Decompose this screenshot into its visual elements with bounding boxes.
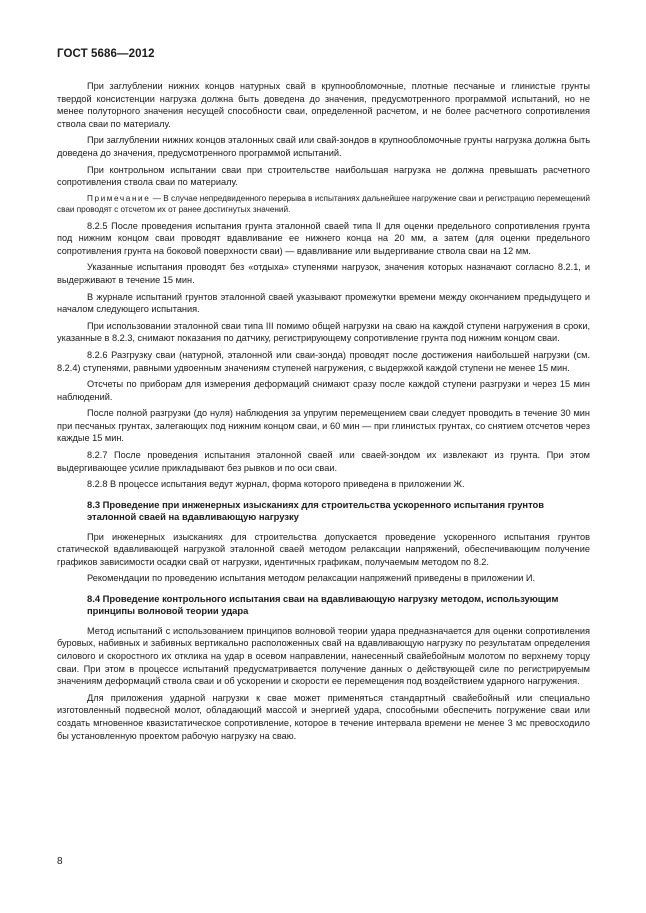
body-paragraph: При заглублении нижних концов эталонных свай или свай-зондов в крупнообломочные грунты нагрузка должна быть доведена до значения, предусмотренного программой испытаний. bbox=[57, 135, 590, 158]
body-paragraph: После полной разгрузки (до нуля) наблюдения за упругим перемещением сваи следует проводить в течение 30 мин при песчаных грунтах, залегающих под нижним концом сваи, и 60 мин — при глинистых грунтах, со снятием отсчетов через каждые 15 мин. bbox=[57, 408, 590, 444]
body-paragraph: Для приложения ударной нагрузки к свае может применяться стандартный свайебойный или специально изготовленный подвесной молот, обладающий массой и энергией удара, способными обеспечить погружение сваи или создать мгновенное квазистатическое сопротивление, которое в течение интервала времени не менее 3 мс превосходило бы установленную проектом рабочую нагрузку на сваю. bbox=[57, 692, 590, 741]
body-paragraph: Метод испытаний с использованием принципов волновой теории удара предназначается для оценки сопротивления буровых, набивных и забивных вертикально расположенных свай на вдавливающую нагрузку по результатам определения силового и скоростного их отклика на удар в осевом направлении, нанесенный свайебойным молотом по верхнему торцу сваи. При этом в процессе испытаний предусматривается получение данных о действующей силе по регистрируемым значениям деформаций ствола сваи и об ускорении и скорости ее перемещения под воздействием ударного нагружения. bbox=[57, 625, 590, 687]
document-header: ГОСТ 5686—2012 bbox=[57, 48, 155, 60]
document-body bbox=[57, 80, 590, 742]
body-paragraph: В журнале испытаний грунтов эталонной сваей указывают промежутки времени между окончанием предыдущего и началом следующего испытания. bbox=[57, 291, 590, 315]
body-paragraph: Рекомендации по проведению испытания методом релаксации напряжений приведены в приложении И. bbox=[87, 573, 536, 584]
body-paragraph: При заглублении нижних концов натурных свай в крупнообломочные, плотные песчаные и глинистые грунты твердой консистенции нагрузка должна быть доведена до значения, предусмотренного программой испытаний, но не менее полуторного значения несущей способности сваи, определенной расчетом, и не более расчетного сопротивления ствола сваи по материалу. bbox=[57, 81, 590, 129]
body-paragraph: 8.2.8 В процессе испытания ведут журнал, форма которого приведена в приложении Ж. bbox=[87, 479, 465, 490]
body-paragraph: 8.2.6 Разгрузку сваи (натурной, эталонной или сваи-зонда) проводят после достижения наибольшей нагрузки (см. 8.2.4) ступенями, равными удвоенным значениям ступеней нагружения, с выдержкой каждой ступени не менее 15 мин. bbox=[57, 349, 590, 373]
body-paragraph: При инженерных изысканиях для строительства допускается проведение ускоренного испытания грунтов статической вдавливающей нагрузкой эталонной сваей методом релаксации напряжений, обеспечивающим получение графиков зависимости осадки свай от нагрузки, идентичных графикам, получаемым методом по 8.2. bbox=[57, 531, 590, 567]
note-paragraph bbox=[57, 193, 590, 216]
body-paragraph: 8.2.5 После проведения испытания грунта эталонной сваей типа II для оценки предельного сопротивления грунта под нижним концом сваи проводят вдавливание ее нижнего конца на 20 мм, а затем (для оценки предельного сопротивления грунта на боковой поверхности сваи) — вдавливание или выдергивание ствола сваи на 12 мм. bbox=[57, 220, 590, 256]
body-paragraph: При контрольном испытании сваи при строительстве наибольшая нагрузка не должна превышать расчетного сопротивления ствола сваи по материалу. bbox=[57, 164, 590, 188]
note-label: Примечание bbox=[87, 193, 151, 203]
section-heading: 8.4 Проведение контрольного испытания сваи на вдавливающую нагрузку методом, использующим принципы волновой теории удара bbox=[87, 593, 559, 617]
note-text: — В случае непредвиденного перерыва в испытаниях дальнейшее нагружение сваи и регистрацию перемещений сваи проводят с отсчетом их от ранее достигнутых значений. bbox=[57, 193, 590, 215]
body-paragraph: 8.2.7 После проведения испытания эталонной сваей или сваей-зондом их извлекают из грунта. При этом выдергивающее усилие прикладывают без рывков и по оси сваи. bbox=[57, 450, 590, 473]
page-number: 8 bbox=[57, 856, 63, 867]
body-paragraph: Отсчеты по приборам для измерения деформаций снимают сразу после каждой ступени разгрузки и через 15 мин наблюдений. bbox=[57, 379, 590, 402]
body-paragraph: При использовании эталонной сваи типа III помимо общей нагрузки на сваю на каждой ступени нагружения в сроки, указанные в 8.2.3, снимают показания по датчику, регистрирующему сопротивление грунта под нижним концом сваи. bbox=[57, 320, 590, 344]
body-paragraph: Указанные испытания проводят без «отдыха» ступенями нагрузок, значения которых назначают согласно 8.2.1, и выдерживают в течение 15 мин. bbox=[57, 262, 590, 285]
section-heading: 8.3 Проведение при инженерных изысканиях для строительства ускоренного испытания грунтов эталонной сваей на вдавливающую нагрузку bbox=[87, 498, 545, 523]
